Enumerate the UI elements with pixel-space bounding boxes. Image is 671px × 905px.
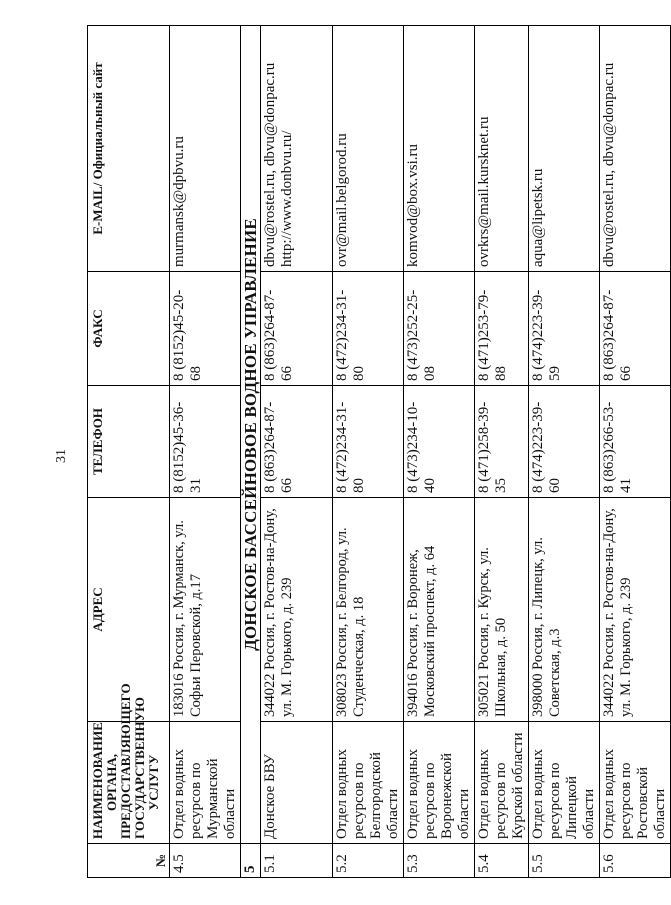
section-num: 5: [241, 844, 261, 878]
header-address: АДРЕС: [88, 498, 170, 722]
cell-address: 305021 Россия, г. Курск, ул. Школьная, д. 50: [475, 498, 529, 722]
agency-contacts-table: [87, 25, 671, 878]
cell-email: ovr@mail.belgorod.ru: [333, 26, 404, 272]
cell-address: 394016 Россия, г. Воронеж, Московский проспект, д. 64: [404, 498, 475, 722]
cell-fax: 8 (8152)45-20-68: [170, 272, 241, 386]
cell-phone: 8 (8152)45-36-31: [170, 386, 241, 498]
cell-name: Отдел водных ресурсов по Воронежской области: [404, 722, 475, 844]
table-row: [333, 26, 404, 878]
cell-address: 183016 Россия, г. Мурманск, ул. Софьи Перовской, д.17: [170, 498, 241, 722]
table-row: [600, 26, 671, 878]
cell-email: dbvu@rostel.ru, dbvu@donpac.ru: [600, 26, 671, 272]
cell-name: Отдел водных ресурсов по Мурманской области: [170, 722, 241, 844]
header-num: №: [88, 844, 170, 878]
cell-fax: 8 (474)223-39-59: [529, 272, 600, 386]
cell-email: ovrkrs@mail.kursknet.ru: [475, 26, 529, 272]
cell-num: 4.5: [170, 844, 241, 878]
cell-phone: 8 (474)223-39-60: [529, 386, 600, 498]
cell-num: 5.3: [404, 844, 475, 878]
rotated-page-content: [87, 26, 668, 878]
table-row: [529, 26, 600, 878]
cell-num: 5.2: [333, 844, 404, 878]
table-row: [261, 26, 333, 878]
cell-fax: 8 (863)264-87-66: [600, 272, 671, 386]
section-title: ДОНСКОЕ БАССЕЙНОВОЕ ВОДНОЕ УПРАВЛЕНИЕ: [241, 26, 261, 844]
cell-name: Отдел водных ресурсов по Курской области: [475, 722, 529, 844]
table-row: [170, 26, 241, 878]
cell-email: komvod@box.vsi.ru: [404, 26, 475, 272]
cell-name: Отдел водных ресурсов по Ростовской области: [600, 722, 671, 844]
cell-fax: 8 (863)264-87-66: [261, 272, 333, 386]
table-row: [475, 26, 529, 878]
cell-num: 5.1: [261, 844, 333, 878]
cell-email: aqua@lipetsk.ru: [529, 26, 600, 272]
cell-email: dbvu@rostel.ru, dbvu@donpac.ru http://www.donbvu.ru/: [261, 26, 333, 272]
header-email: E-MAIL/ Официальный сайт: [88, 26, 170, 272]
cell-fax: 8 (472)234-31-80: [333, 272, 404, 386]
cell-name: Отдел водных ресурсов по Белгородской области: [333, 722, 404, 844]
cell-fax: 8 (473)252-25-08: [404, 272, 475, 386]
header-phone: ТЕЛЕФОН: [88, 386, 170, 498]
cell-phone: 8 (863)264-87-66: [261, 386, 333, 498]
cell-name: Донское БВУ: [261, 722, 333, 844]
table-row: [404, 26, 475, 878]
section-row: [241, 26, 261, 878]
cell-phone: 8 (471)258-39-35: [475, 386, 529, 498]
cell-address: 344022 Россия, г. Ростов-на-Дону, ул. М. Горького, д. 239: [600, 498, 671, 722]
cell-num: 5.5: [529, 844, 600, 878]
cell-name: Отдел водных ресурсов по Липецкой области: [529, 722, 600, 844]
table-header-row: [88, 26, 170, 878]
cell-fax: 8 (471)253-79-88: [475, 272, 529, 386]
page-number: 31: [54, 449, 69, 463]
cell-address: 398000 Россия, г. Липецк, ул. Советская, д.3: [529, 498, 600, 722]
cell-address: 344022 Россия, г. Ростов-на-Дону, ул. М. Горького, д. 239: [261, 498, 333, 722]
cell-address: 308023 Россия, г. Белгород, ул. Студенческая, д. 18: [333, 498, 404, 722]
cell-phone: 8 (472)234-31-80: [333, 386, 404, 498]
cell-phone: 8 (473)234-10-40: [404, 386, 475, 498]
cell-phone: 8 (863)266-53-41: [600, 386, 671, 498]
header-name: НАИМЕНОВАНИЕ ОРГАНА, ПРЕДОСТАВЛЯЮЩЕГО ГОСУДАРСТВЕННУЮ УСЛУГУ: [88, 722, 170, 844]
cell-email: murmansk@dpbvu.ru: [170, 26, 241, 272]
header-fax: ФАКС: [88, 272, 170, 386]
cell-num: 5.4: [475, 844, 529, 878]
cell-num: 5.6: [600, 844, 671, 878]
